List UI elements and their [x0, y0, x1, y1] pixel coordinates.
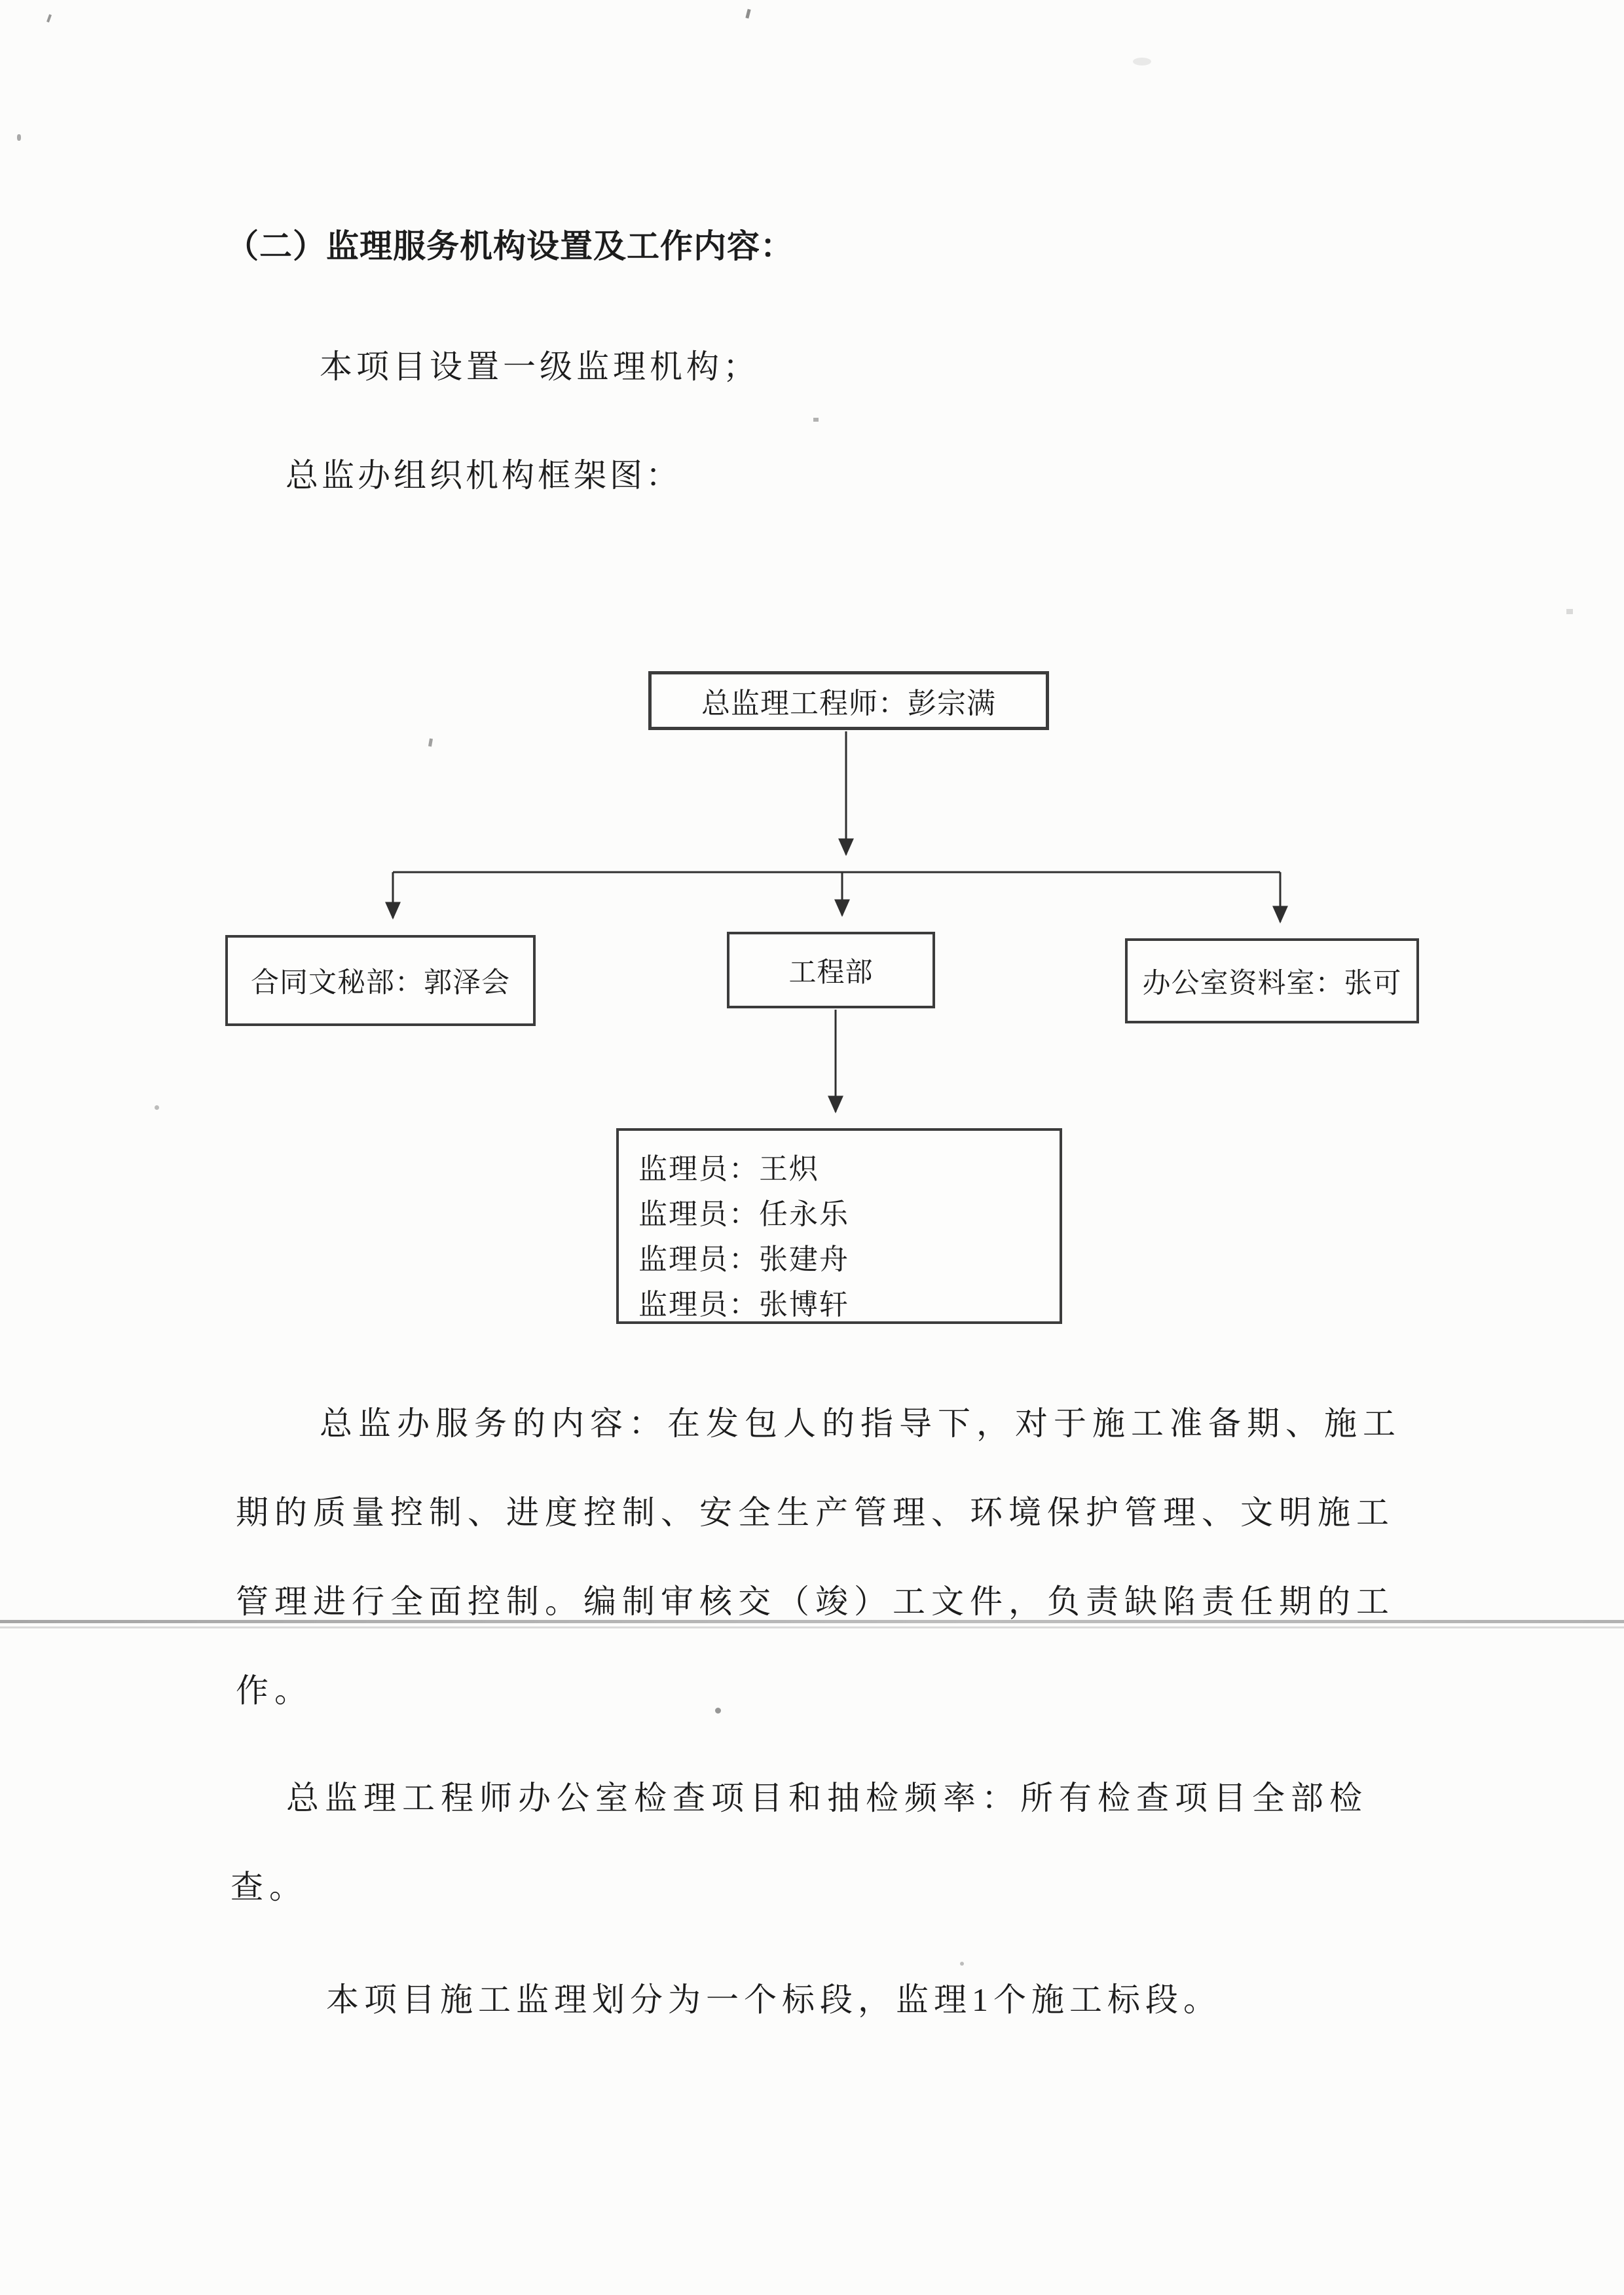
scan-noise-speck — [960, 1962, 964, 1966]
scan-artifact-rule — [0, 1626, 1624, 1628]
org-box-contract-secretary — [225, 935, 536, 1026]
scan-noise-speck — [428, 739, 433, 747]
org-chart-caption: 总监办组织机构框架图： — [286, 457, 682, 494]
org-box-chief-label: 总监理工程师：彭宗满 — [701, 688, 996, 720]
supervisor-line: 监理员：王炽 — [638, 1153, 819, 1185]
scan-noise-speck — [46, 14, 52, 23]
intro-line: 本项目设置一级监理机构； — [320, 348, 760, 385]
org-box-engineering-dept-label: 工程部 — [788, 957, 874, 988]
paragraph-service-line: 期的质量控制、进度控制、安全生产管理、环境保护管理、文明施工 — [236, 1494, 1395, 1531]
paragraph-service-line: 管理进行全面控制。编制审核交（竣）工文件，负责缺陷责任期的工 — [236, 1583, 1395, 1620]
paragraph-inspection-line: 总监理工程师办公室检查项目和抽检频率：所有检查项目全部检 — [286, 1780, 1368, 1816]
org-box-office-archives-label: 办公室资料室：张可 — [1142, 968, 1402, 999]
scan-noise-speck — [155, 1105, 159, 1110]
scan-artifact-rule — [0, 1620, 1624, 1623]
supervisor-line: 监理员：任永乐 — [638, 1198, 849, 1230]
scan-noise-speck — [1566, 609, 1573, 614]
paragraph-service-line: 作。 — [236, 1672, 313, 1709]
supervisor-line: 监理员：张博轩 — [638, 1289, 849, 1321]
scan-noise-speck — [813, 418, 819, 422]
org-box-contract-secretary-label: 合同文秘部：郭泽会 — [251, 968, 510, 999]
paragraph-service-line: 总监办服务的内容：在发包人的指导下，对于施工准备期、施工 — [320, 1405, 1401, 1442]
org-box-engineering-dept — [727, 932, 935, 1008]
paragraph-inspection-line: 查。 — [231, 1869, 308, 1905]
scan-noise-speck — [17, 134, 21, 141]
scan-noise-speck — [715, 1708, 721, 1714]
scan-noise-speck — [745, 9, 750, 19]
section-heading: （二）监理服务机构设置及工作内容： — [226, 228, 794, 265]
org-box-supervisors — [616, 1128, 1062, 1324]
scan-noise-speck — [1133, 58, 1151, 65]
org-box-office-archives — [1125, 938, 1419, 1023]
paragraph-sections-line: 本项目施工监理划分为一个标段，监理1个施工标段。 — [326, 1981, 1221, 2018]
org-box-chief-engineer — [648, 671, 1049, 730]
supervisor-line: 监理员：张建舟 — [638, 1243, 849, 1276]
